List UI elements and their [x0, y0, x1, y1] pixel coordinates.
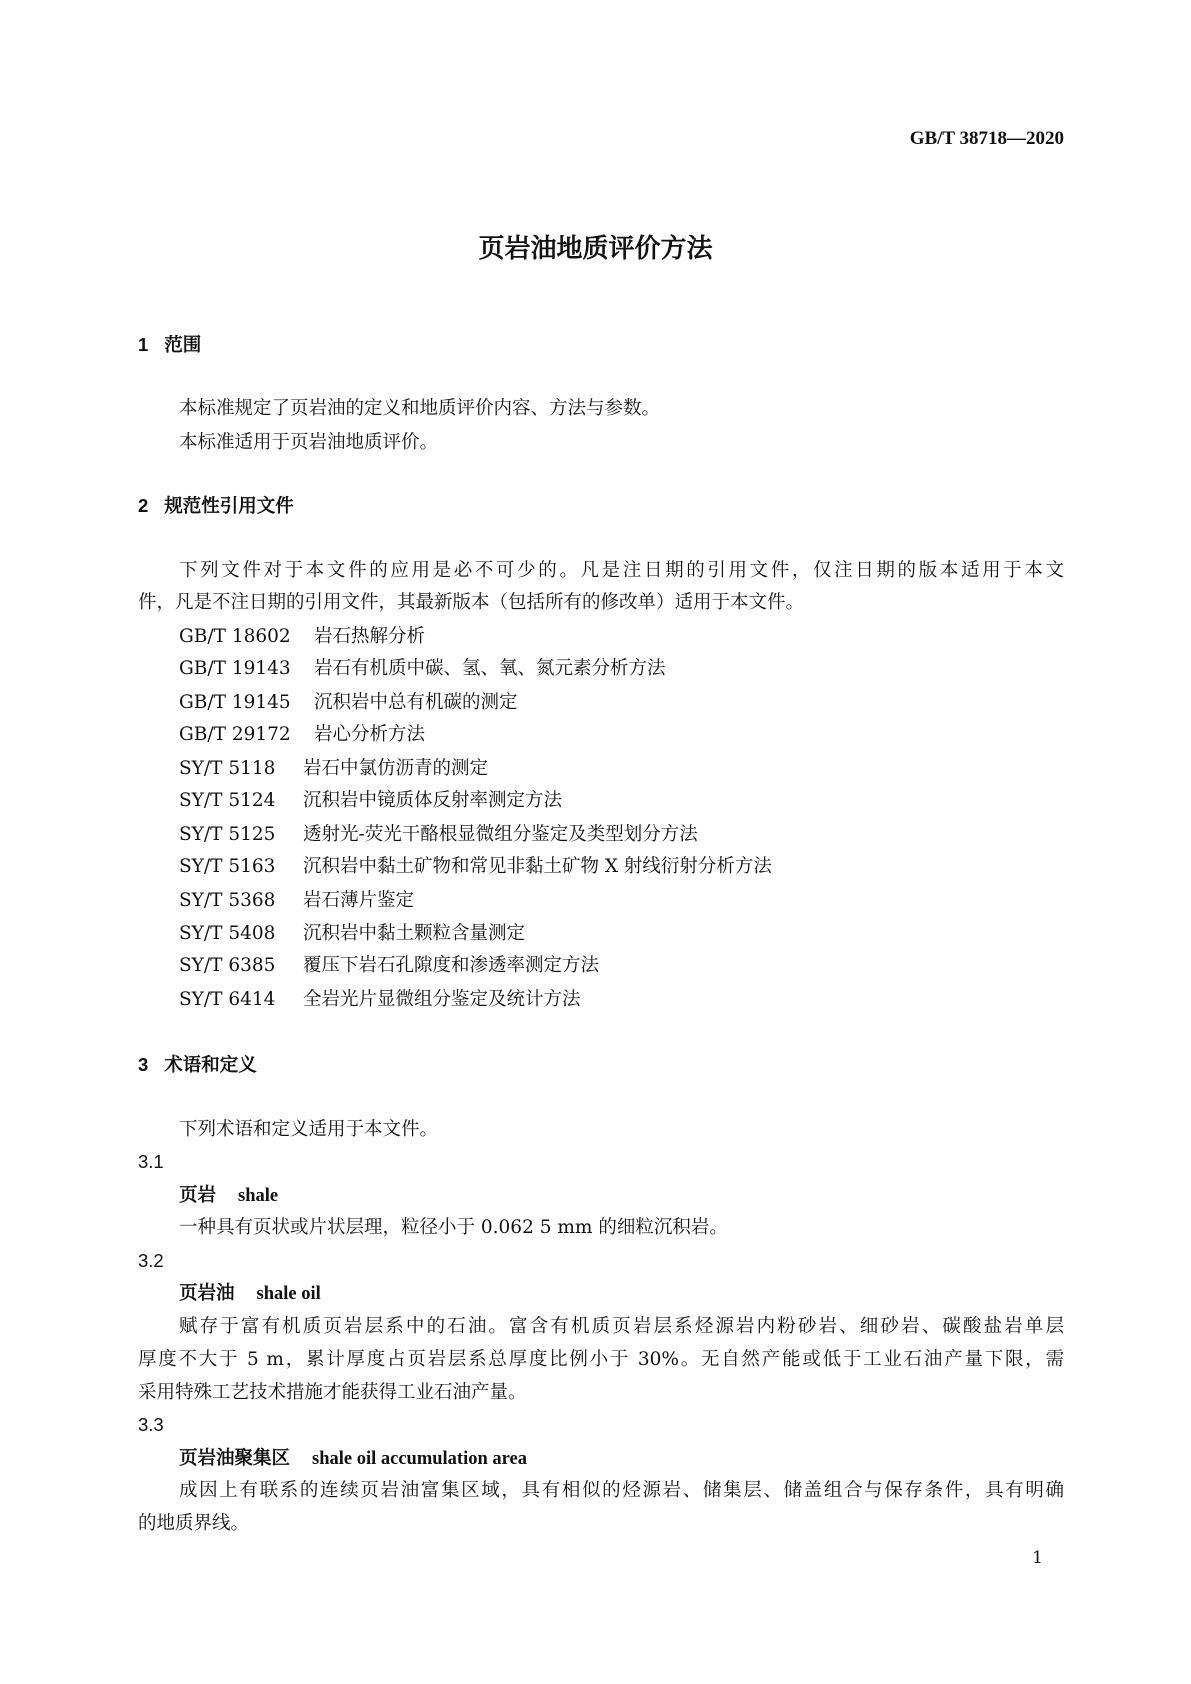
reference-item	[179, 824, 698, 846]
term-en: shale oil	[256, 1284, 321, 1304]
term-number: 3.1	[138, 1151, 164, 1172]
reference-item	[179, 692, 518, 714]
reference-item	[179, 955, 599, 977]
term-number: 3.3	[138, 1414, 164, 1435]
reference-item	[179, 658, 666, 680]
section-heading-1	[138, 334, 201, 356]
reference-code: GB/T 19145	[179, 692, 291, 713]
term-en: shale	[238, 1186, 279, 1206]
document-code: GB/T 38718—2020	[909, 128, 1064, 149]
reference-title: 全岩光片显微组分鉴定及统计方法	[303, 989, 581, 1010]
term-number: 3.2	[138, 1250, 164, 1271]
section-label: 术语和定义	[164, 1054, 257, 1075]
reference-item	[179, 626, 425, 648]
term-definition-line: 的地质界线。	[138, 1513, 250, 1534]
paragraph: 本标准适用于页岩油地质评价。	[179, 432, 439, 453]
reference-item	[179, 856, 772, 878]
reference-item	[179, 890, 414, 912]
term-definition-line: 厚度不大于 5 m，累计厚度占页岩层系总厚度比例小于 30%。无自然产能或低于工业石油产量下限，需	[138, 1349, 1064, 1370]
term-zh: 页岩	[179, 1185, 217, 1206]
reference-title: 沉积岩中黏土矿物和常见非黏土矿物 X 射线衍射分析方法	[303, 856, 772, 877]
term-zh: 页岩油聚集区	[179, 1448, 291, 1469]
reference-title: 岩石有机质中碳、氢、氧、氮元素分析方法	[314, 658, 666, 679]
reference-item	[179, 923, 525, 945]
reference-item	[179, 724, 425, 746]
term-heading	[179, 1283, 321, 1305]
reference-code: GB/T 29172	[179, 724, 291, 745]
term-definition-line: 赋存于富有机质页岩层系中的石油。富含有机质页岩层系烃源岩内粉砂岩、细砂岩、碳酸盐岩单层	[179, 1316, 1064, 1337]
reference-code: SY/T 6385	[179, 955, 276, 976]
term-en: shale oil accumulation area	[312, 1449, 527, 1469]
section-label: 规范性引用文件	[164, 495, 294, 516]
reference-code: GB/T 19143	[179, 658, 291, 679]
reference-code: SY/T 5163	[179, 856, 276, 877]
reference-code: SY/T 6414	[179, 989, 276, 1010]
reference-code: SY/T 5125	[179, 824, 276, 845]
term-heading	[179, 1448, 527, 1470]
section-number: 3	[138, 1054, 149, 1075]
reference-title: 覆压下岩石孔隙度和渗透率测定方法	[303, 955, 600, 976]
paragraph-line: 下列文件对于本文件的应用是必不可少的。凡是注日期的引用文件，仅注日期的版本适用于本文	[179, 560, 1064, 581]
reference-code: GB/T 18602	[179, 626, 291, 647]
reference-title: 岩心分析方法	[314, 724, 426, 745]
term-definition-line: 采用特殊工艺技术措施才能获得工业石油产量。	[138, 1382, 527, 1403]
term-definition-line: 成因上有联系的连续页岩油富集区域，具有相似的烃源岩、储集层、储盖组合与保存条件，具有明确	[179, 1480, 1064, 1501]
paragraph: 下列术语和定义适用于本文件。	[179, 1119, 439, 1140]
section-number: 2	[138, 495, 149, 516]
term-heading	[179, 1185, 278, 1207]
reference-title: 沉积岩中黏土颗粒含量测定	[303, 923, 526, 944]
reference-item	[179, 989, 581, 1011]
reference-title: 岩石薄片鉴定	[303, 890, 415, 911]
section-heading-2	[138, 495, 294, 517]
reference-item	[179, 758, 488, 780]
section-number: 1	[138, 334, 149, 355]
reference-title: 岩石热解分析	[314, 626, 426, 647]
reference-code: SY/T 5118	[179, 758, 276, 779]
section-label: 范围	[164, 334, 202, 355]
page-number: 1	[1032, 1548, 1043, 1568]
paragraph: 本标准规定了页岩油的定义和地质评价内容、方法与参数。	[179, 398, 661, 419]
reference-code: SY/T 5124	[179, 790, 276, 811]
reference-code: SY/T 5408	[179, 923, 276, 944]
reference-title: 沉积岩中总有机碳的测定	[314, 692, 518, 713]
section-heading-3	[138, 1054, 257, 1076]
reference-title: 沉积岩中镜质体反射率测定方法	[303, 790, 563, 811]
reference-title: 透射光-荧光干酪根显微组分鉴定及类型划分方法	[303, 824, 698, 845]
paragraph-line: 件，凡是不注日期的引用文件，其最新版本（包括所有的修改单）适用于本文件。	[138, 592, 805, 613]
term-zh: 页岩油	[179, 1283, 235, 1304]
reference-code: SY/T 5368	[179, 890, 276, 911]
reference-title: 岩石中氯仿沥青的测定	[303, 758, 489, 779]
reference-item	[179, 790, 562, 812]
page-title: 页岩油地质评价方法	[478, 234, 713, 264]
term-definition-line: 一种具有页状或片状层理，粒径小于 0.062 5 mm 的细粒沉积岩。	[179, 1217, 728, 1238]
